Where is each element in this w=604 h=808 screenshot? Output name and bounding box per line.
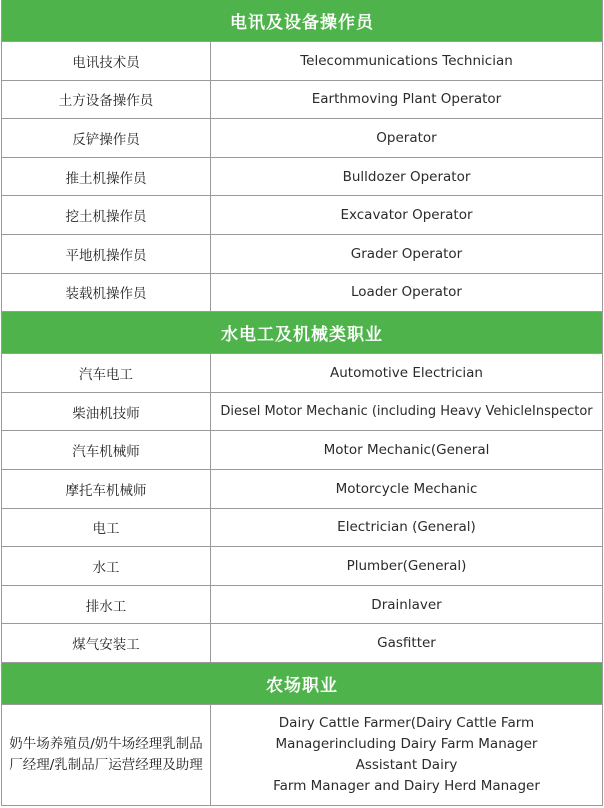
occupation-en: Automotive Electrician — [330, 364, 483, 381]
occupation-en: Motorcycle Mechanic — [335, 480, 478, 497]
occupation-zh: 排水工 — [2, 586, 211, 624]
section-header-electrical-mechanical: 水电工及机械类职业 — [2, 312, 602, 354]
table-row — [2, 431, 602, 470]
occupation-en: Grader Operator — [350, 245, 463, 262]
table-row — [2, 196, 602, 235]
occupation-en-line: Assistant Dairy — [355, 756, 458, 773]
table-row — [2, 393, 602, 432]
table-row — [2, 274, 602, 313]
occupation-zh: 电工 — [2, 509, 211, 547]
occupation-en: Gasfitter — [377, 635, 436, 652]
occupation-en: Operator — [376, 129, 437, 146]
occupation-en — [211, 705, 602, 805]
occupation-zh: 摩托车机械师 — [2, 470, 211, 508]
section-header-farm: 农场职业 — [2, 663, 602, 705]
occupation-table — [1, 0, 603, 806]
occupation-zh: 煤气安装工 — [2, 624, 211, 662]
table-row — [2, 705, 602, 806]
occupation-en: Drainlaver — [371, 596, 442, 613]
section-header-telecom-operators: 电讯及设备操作员 — [2, 0, 602, 42]
occupation-zh: 汽车机械师 — [2, 431, 211, 469]
occupation-en: Electrician (General) — [337, 519, 476, 536]
table-row — [2, 470, 602, 509]
table-row — [2, 119, 602, 158]
occupation-zh: 汽车电工 — [2, 354, 211, 392]
table-row — [2, 81, 602, 120]
occupation-en: Bulldozer Operator — [342, 168, 471, 185]
table-row — [2, 586, 602, 625]
occupation-en: Loader Operator — [351, 284, 462, 301]
occupation-zh-line: 厂经理/乳制品厂运营经理及助理 — [9, 756, 203, 773]
occupation-en: Telecommunications Technician — [300, 52, 513, 69]
occupation-zh: 土方设备操作员 — [2, 81, 211, 119]
occupation-en: Excavator Operator — [340, 207, 473, 224]
occupation-zh-line: 奶牛场养殖员/奶牛场经理乳制品 — [9, 735, 203, 752]
occupation-zh: 平地机操作员 — [2, 235, 211, 273]
occupation-en: Motor Mechanic(General — [323, 442, 490, 459]
table-row — [2, 354, 602, 393]
occupation-en: Plumber(General) — [346, 557, 467, 574]
table-row — [2, 547, 602, 586]
table-row — [2, 42, 602, 81]
occupation-en-line: Managerincluding Dairy Farm Manager — [275, 735, 538, 752]
table-row — [2, 235, 602, 274]
occupation-zh: 装载机操作员 — [2, 274, 211, 312]
table-row — [2, 624, 602, 663]
occupation-zh: 柴油机技师 — [2, 393, 211, 431]
occupation-zh: 电讯技术员 — [2, 42, 211, 80]
occupation-zh: 挖土机操作员 — [2, 196, 211, 234]
occupation-zh — [2, 705, 211, 805]
occupation-en: Diesel Motor Mechanic (including Heavy VehicleInspector — [220, 404, 593, 420]
table-row — [2, 158, 602, 197]
occupation-en-line: Farm Manager and Dairy Herd Manager — [273, 777, 540, 794]
occupation-zh: 反铲操作员 — [2, 119, 211, 157]
occupation-en: Earthmoving Plant Operator — [311, 91, 502, 108]
occupation-zh: 水工 — [2, 547, 211, 585]
occupation-en-line: Dairy Cattle Farmer(Dairy Cattle Farm — [278, 714, 535, 731]
occupation-zh: 推土机操作员 — [2, 158, 211, 196]
table-row — [2, 509, 602, 548]
